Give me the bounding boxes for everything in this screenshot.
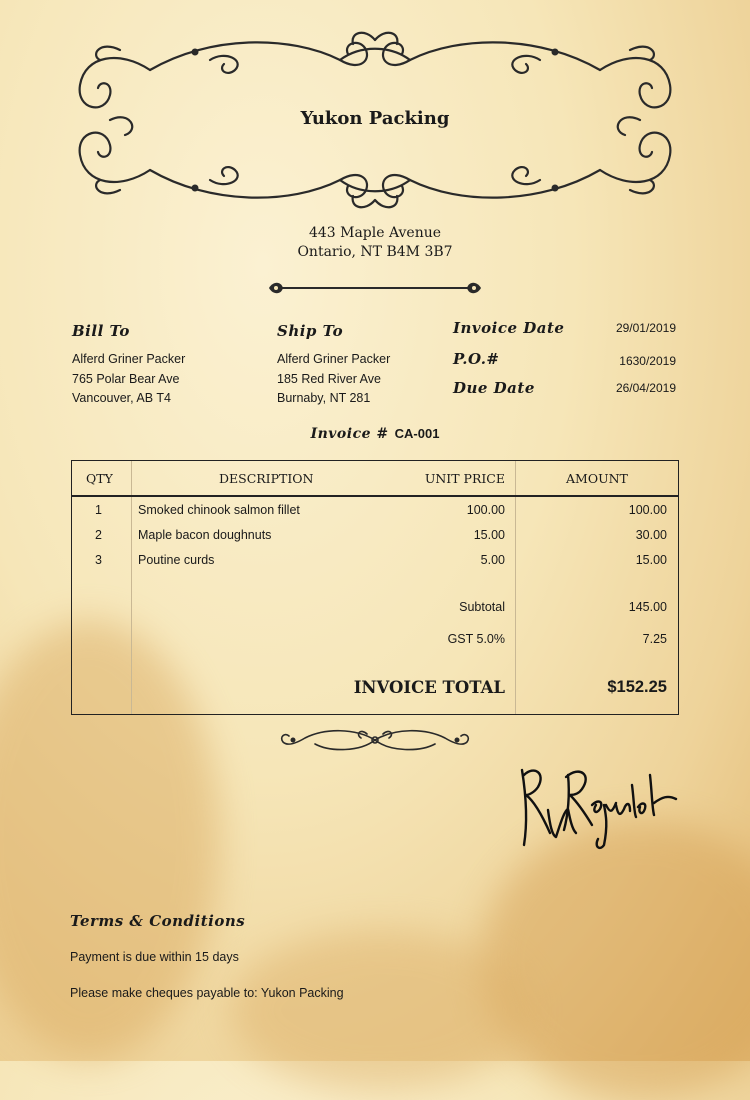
header-amount: AMOUNT bbox=[566, 471, 628, 486]
invoice-date-label: Invoice Date bbox=[453, 319, 565, 337]
due-date-value: 26/04/2019 bbox=[615, 381, 676, 395]
bill-to-label: Bill To bbox=[72, 322, 130, 340]
due-date-label: Due Date bbox=[453, 379, 535, 397]
signature bbox=[512, 755, 682, 855]
bill-to-street: 765 Polar Bear Ave bbox=[72, 371, 180, 386]
tax-label: GST 5.0% bbox=[447, 632, 505, 646]
divider-ornament bbox=[265, 279, 485, 297]
address-line: Ontario, NT B4M 3B7 bbox=[297, 244, 453, 260]
row-unit-price: 15.00 bbox=[473, 528, 505, 542]
ship-to-block bbox=[277, 350, 390, 409]
header-qty: QTY bbox=[86, 471, 113, 486]
row-qty: 3 bbox=[95, 553, 102, 567]
column-divider bbox=[131, 461, 132, 714]
invoice-number-value: CA-001 bbox=[394, 426, 440, 441]
column-divider bbox=[515, 461, 516, 714]
bill-to-city: Vancouver, AB T4 bbox=[72, 391, 171, 405]
row-amount: 100.00 bbox=[628, 503, 667, 517]
row-qty: 2 bbox=[95, 528, 102, 542]
ship-to-street: 185 Red River Ave bbox=[277, 371, 381, 386]
invoice-number-label: Invoice # bbox=[310, 426, 389, 442]
row-description: Maple bacon doughnuts bbox=[138, 528, 272, 542]
row-unit-price: 100.00 bbox=[466, 503, 505, 517]
bill-to-name: Alferd Griner Packer bbox=[72, 352, 186, 366]
row-unit-price: 5.00 bbox=[480, 553, 505, 567]
row-amount: 30.00 bbox=[635, 528, 667, 542]
tax-value: 7.25 bbox=[642, 632, 667, 646]
line-items-table bbox=[71, 460, 679, 715]
po-value: 1630/2019 bbox=[619, 354, 676, 368]
invoice-number bbox=[0, 426, 750, 442]
terms-line: Payment is due within 15 days bbox=[70, 950, 239, 964]
ship-to-city: Burnaby, NT 281 bbox=[277, 391, 371, 405]
invoice-date-value: 29/01/2019 bbox=[615, 321, 676, 335]
invoice-total-value: $152.25 bbox=[607, 678, 667, 696]
invoice-total-label: INVOICE TOTAL bbox=[353, 678, 505, 697]
company-address bbox=[0, 224, 750, 262]
po-label: P.O.# bbox=[453, 350, 500, 368]
terms-line: Please make cheques payable to: Yukon Packing bbox=[70, 986, 344, 1000]
subtotal-label: Subtotal bbox=[459, 600, 505, 614]
row-amount: 15.00 bbox=[635, 553, 667, 567]
row-description: Poutine curds bbox=[138, 553, 215, 567]
header-unit-price: UNIT PRICE bbox=[424, 471, 505, 486]
row-description: Smoked chinook salmon fillet bbox=[138, 503, 300, 517]
row-qty: 1 bbox=[95, 503, 102, 517]
header-description: DESCRIPTION bbox=[219, 471, 314, 486]
address-line: 443 Maple Avenue bbox=[308, 225, 442, 241]
ship-to-label: Ship To bbox=[277, 322, 344, 340]
divider-ornament bbox=[275, 724, 475, 756]
ship-to-name: Alferd Griner Packer bbox=[277, 352, 391, 366]
subtotal-value: 145.00 bbox=[628, 600, 667, 614]
company-name: Yukon Packing bbox=[300, 108, 450, 129]
header-rule bbox=[72, 495, 678, 497]
terms-title: Terms & Conditions bbox=[70, 912, 246, 930]
paper-stain bbox=[480, 820, 750, 1100]
bill-to-block bbox=[72, 350, 185, 409]
paper-stain bbox=[230, 930, 530, 1090]
